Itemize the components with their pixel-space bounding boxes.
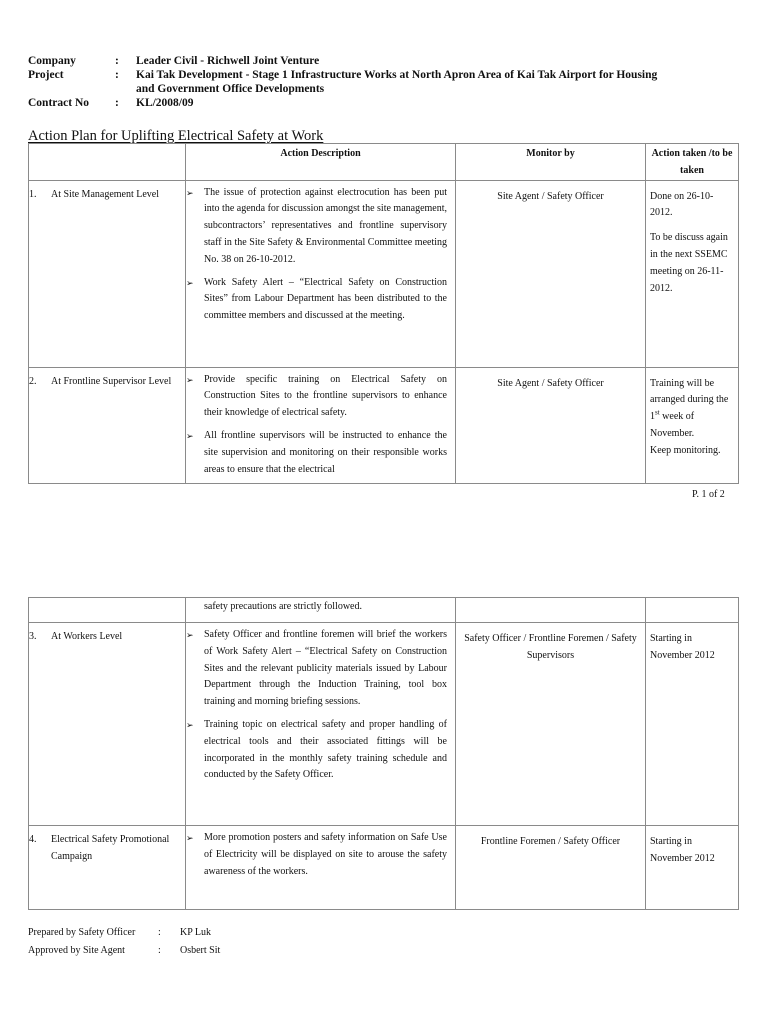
arrowhead-bullet-icon: ➢ [186, 430, 194, 441]
action-cell [646, 367, 739, 483]
row-number: 1. [29, 188, 37, 200]
row-number: 4. [29, 834, 37, 845]
action-cell: Starting in November 2012 [646, 623, 739, 826]
table-header-row [29, 144, 739, 181]
action-text: Training will be arranged during the 1st week of November. [650, 377, 729, 439]
level-label: Electrical Safety Promotional Campaign [51, 834, 170, 862]
arrowhead-bullet-icon: ➢ [186, 277, 194, 288]
table-row [29, 826, 739, 910]
approved-label: Approved by Site Agent [28, 945, 125, 956]
action-cell [646, 180, 739, 367]
list-item: ➢ All frontline supervisors will be instructed to enhance the site supervision and monitoring on their responsible works areas to ensure that the electrical [186, 428, 447, 478]
action-text: Done on 26-10-2012. [650, 190, 714, 219]
level-label: At Site Management Level [51, 188, 160, 200]
row-number: 2. [29, 375, 37, 387]
table-row [29, 367, 739, 483]
level-cell [29, 826, 186, 910]
table-row [29, 598, 739, 623]
list-item: ➢ More promotion posters and safety information on Safe Use of Electricity will be displayed on site to arouse the safety awareness of the workers. [186, 830, 447, 880]
list-item: ➢ The issue of protection against electrocution has been put into the agenda for discussion amongst the site management, subcontractors’ representatives and frontline supervisory staff in the Site Safety & Environmental Committee meeting No. 38 on 26-10-2012. [186, 185, 447, 269]
level-label: At Frontline Supervisor Level [51, 375, 172, 387]
monitor-cell: Site Agent / Safety Officer [456, 180, 646, 367]
colon: : [115, 97, 119, 109]
level-cell [29, 623, 186, 826]
continued-text: safety precautions are strictly followed. [186, 598, 456, 623]
description-cell [186, 623, 456, 826]
company-value: Leader Civil - Richwell Joint Venture [136, 55, 320, 67]
monitor-cell: Frontline Foremen / Safety Officer [456, 826, 646, 910]
header-action-description: Action Description [186, 144, 456, 181]
action-text: Keep monitoring. [650, 444, 721, 456]
list-item: ➢ Safety Officer and frontline foremen will brief the workers of Work Safety Alert – “Electrical Safety on Construction Sites and the relevant publicity materials issued by Labour Department through the Induction Training, tool box training and morning briefing sessions. [186, 627, 447, 711]
monitor-cell: Safety Officer / Frontline Foremen / Safety Supervisors [456, 623, 646, 826]
action-plan-table [28, 143, 739, 484]
colon: : [158, 927, 161, 938]
prepared-label: Prepared by Safety Officer [28, 927, 136, 938]
colon: : [158, 945, 161, 956]
project-value-line1: Kai Tak Development - Stage 1 Infrastructure Works at North Apron Area of Kai Tak Airport for Housing [136, 69, 658, 81]
arrowhead-bullet-icon: ➢ [186, 374, 194, 385]
header-monitor-by: Monitor by [456, 144, 646, 181]
row-number: 3. [29, 631, 37, 642]
page-number: P. 1 of 2 [692, 489, 725, 500]
description-cell [186, 180, 456, 367]
approved-value: Osbert Sit [180, 945, 221, 956]
header-action-taken: Action taken /to be taken [646, 144, 739, 181]
action-cell: Starting in November 2012 [646, 826, 739, 910]
table-row [29, 180, 739, 367]
arrowhead-bullet-icon: ➢ [186, 630, 194, 640]
table-row [29, 623, 739, 826]
level-label: At Workers Level [51, 631, 123, 642]
contract-label: Contract No [28, 97, 89, 109]
description-cell [186, 826, 456, 910]
page-title: Action Plan for Uplifting Electrical Safety at Work [28, 128, 324, 144]
header-cell-blank [29, 144, 186, 181]
project-value-line2: and Government Office Developments [136, 83, 325, 95]
prepared-value: KP Luk [180, 927, 212, 938]
list-item: ➢ Work Safety Alert – “Electrical Safety on Construction Sites” from Labour Department has been distributed to the committee members and discussed at the meeting. [186, 275, 447, 325]
action-plan-table-continued [28, 597, 739, 910]
colon: : [115, 55, 119, 67]
level-cell [29, 367, 186, 483]
arrowhead-bullet-icon: ➢ [186, 187, 194, 198]
level-cell [29, 180, 186, 367]
arrowhead-bullet-icon: ➢ [186, 833, 194, 843]
company-label: Company [28, 55, 76, 67]
list-item: ➢ Provide specific training on Electrical Safety on Construction Sites to the frontline supervisors to enhance their knowledge of electrical safety. [186, 372, 447, 422]
contract-value: KL/2008/09 [136, 97, 194, 109]
description-cell [186, 367, 456, 483]
list-item: ➢ Training topic on electrical safety and proper handling of electrical tools and their associated fittings will be incorporated in the monthly safety training schedule and conducted by the Safety Officer. [186, 717, 447, 784]
colon: : [115, 69, 119, 81]
monitor-cell: Site Agent / Safety Officer [456, 367, 646, 483]
project-label: Project [28, 69, 64, 81]
arrowhead-bullet-icon: ➢ [186, 719, 194, 730]
action-text: To be discuss again in the next SSEMC meeting on 26-11-2012. [650, 232, 728, 294]
